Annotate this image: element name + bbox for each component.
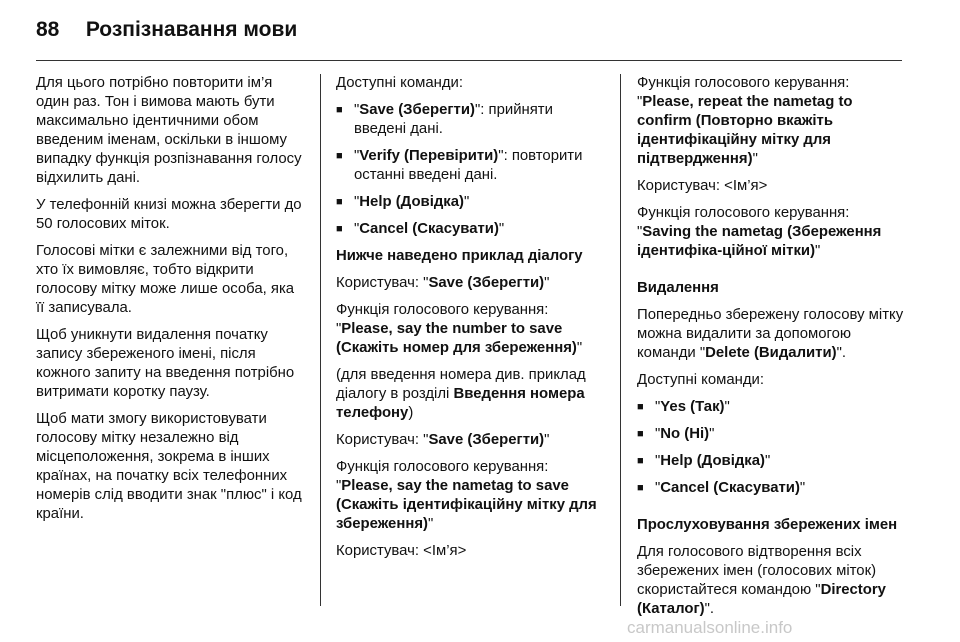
column-right — [637, 74, 907, 627]
list-item: ■ "No (Ні)" — [637, 426, 715, 442]
paragraph: Щоб уникнути видалення початку запису збереженого імені, після кожного запиту на введення потрібно витримати коротку паузу. — [36, 327, 295, 400]
column-divider — [320, 74, 321, 606]
command-no: No (Ні) — [660, 426, 710, 442]
dialog-note: (для введення номера див. приклад діалогу в розділі Введення номера телефону) — [336, 367, 586, 421]
paragraph: Для цього потрібно повторити ім’я один раз. Тон і вимова мають бути максимально ідентичними обом введеним іменам, оскільки в іншому випадку функція розпізнавання голосу відхилить дані. — [36, 75, 302, 186]
commands-intro: Доступні команди: — [637, 372, 764, 388]
commands-intro: Доступні команди: — [336, 75, 463, 91]
page-header — [36, 18, 297, 48]
column-left — [36, 74, 306, 532]
paragraph: Для голосового відтворення всіх збережених імен (голосових міток) скористайтеся командою "Directory (Каталог)". — [637, 544, 886, 617]
command-cancel: Cancel (Скасувати) — [660, 480, 800, 496]
command-help: Help (Довідка) — [660, 453, 765, 469]
bullet-icon: ■ — [637, 455, 644, 467]
bullet-icon: ■ — [336, 196, 343, 208]
page-title: Розпізнавання мови — [85, 18, 298, 41]
dialog-system: Функція голосового керування: "Please, say the number to save (Скажіть номер для збереження)" — [336, 302, 583, 356]
bullet-icon: ■ — [637, 401, 644, 413]
bullet-icon: ■ — [336, 104, 343, 116]
list-item: ■ "Help (Довідка)" — [336, 194, 470, 210]
header-rule — [36, 60, 902, 61]
bullet-icon: ■ — [637, 428, 644, 440]
list-item: ■ "Cancel (Скасувати)" — [336, 221, 505, 237]
dialog-user: Користувач: "Save (Зберегти)" — [336, 275, 550, 291]
bullet-icon: ■ — [637, 482, 644, 494]
column-middle — [336, 74, 606, 569]
watermark: carmanualsonline.info — [627, 618, 793, 637]
command-help: Help (Довідка) — [359, 194, 464, 210]
column-divider — [620, 74, 621, 606]
list-item: ■ "Cancel (Скасувати)" — [637, 480, 806, 496]
command-verify: Verify (Перевірити) — [359, 148, 499, 164]
paragraph: У телефонній книзі можна зберегти до 50 голосових міток. — [36, 197, 302, 232]
dialog-user: Користувач: <Ім’я> — [336, 543, 467, 559]
list-item: ■ "Verify (Перевірити)": повторити останні введені дані. — [336, 148, 583, 183]
list-item: ■ "Help (Довідка)" — [637, 453, 771, 469]
dialog-user: Користувач: <Ім’я> — [637, 178, 768, 194]
paragraph: Щоб мати змогу використовувати голосову мітку незалежно від місцеположення, зокрема в інших країнах, на початку всіх телефонних номерів слід вводити знак "плюс" і код країни. — [36, 411, 302, 522]
page-number: 88 — [36, 18, 60, 41]
paragraph: Голосові мітки є залежними від того, хто їх вимовляє, тобто відкрити голосову мітку може лише особа, яка її записувала. — [36, 243, 295, 316]
dialog-user: Користувач: "Save (Зберегти)" — [336, 432, 550, 448]
bullet-icon: ■ — [336, 150, 343, 162]
bullet-icon: ■ — [336, 223, 343, 235]
section-heading: Нижче наведено приклад діалогу — [336, 248, 583, 264]
command-cancel: Cancel (Скасувати) — [359, 221, 499, 237]
command-yes: Yes (Так) — [660, 399, 725, 415]
list-item: ■ "Save (Зберегти)": прийняти введені дані. — [336, 102, 553, 137]
section-heading: Видалення — [637, 280, 719, 296]
command-save: Save (Зберегти) — [359, 102, 475, 118]
dialog-system: Функція голосового керування: "Please, say the nametag to save (Скажіть ідентифікаційну мітку для збереження)" — [336, 459, 597, 532]
section-heading: Прослуховування збережених імен — [637, 517, 898, 533]
list-item: ■ "Yes (Так)" — [637, 399, 730, 415]
dialog-system: Функція голосового керування: "Please, repeat the nametag to confirm (Повторно вкажіть ідентифікаційну мітку для підтвердження)" — [637, 75, 853, 167]
dialog-system: Функція голосового керування: "Saving the nametag (Збереження ідентифіка-ційної мітки)" — [637, 205, 882, 259]
paragraph: Попередньо збережену голосову мітку можна видалити за допомогою команди "Delete (Видалити)". — [637, 307, 904, 361]
